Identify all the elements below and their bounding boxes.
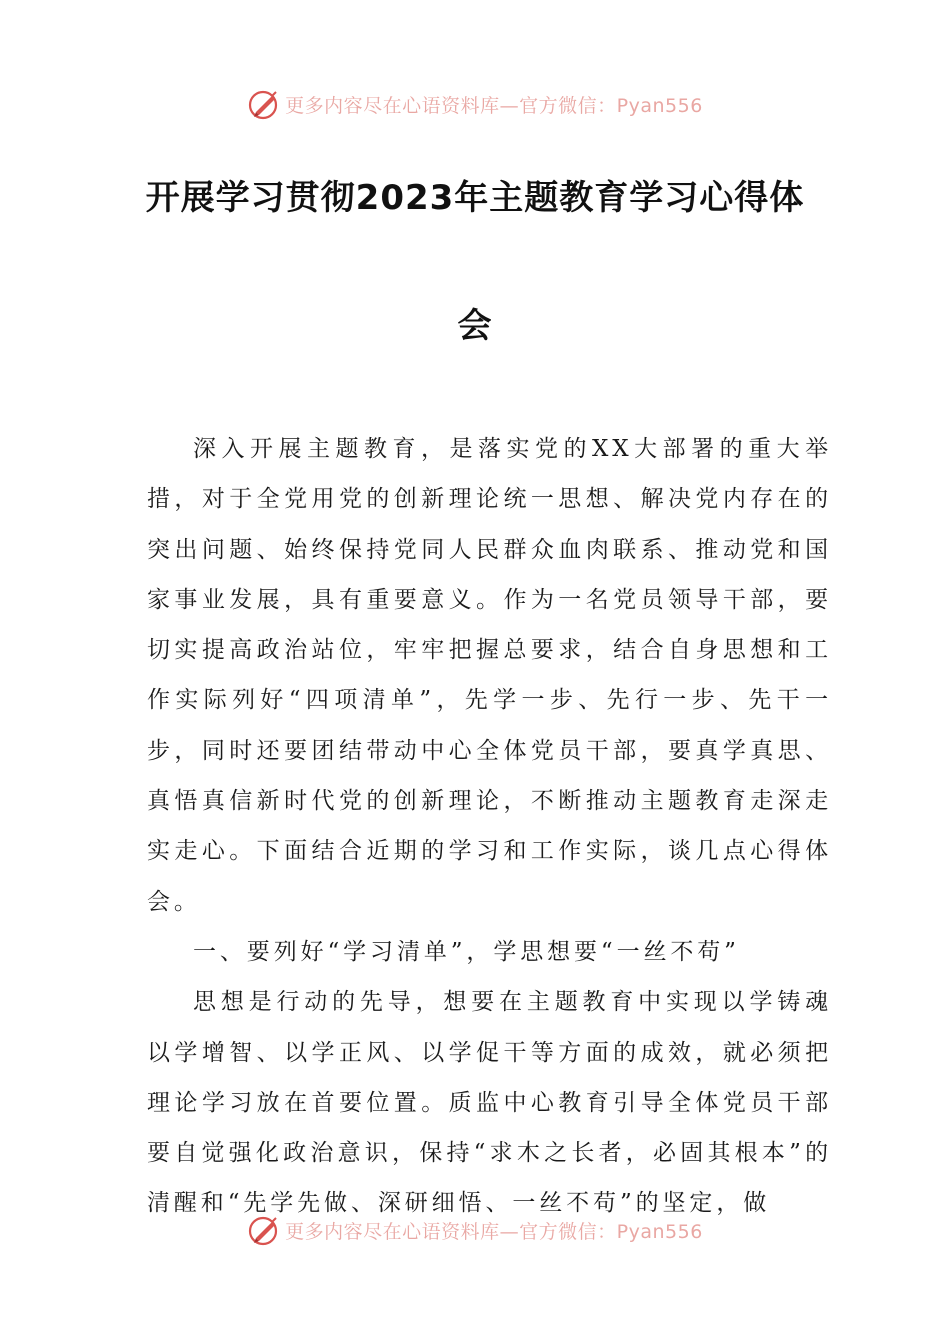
wechat-id: Pyan556 (616, 94, 703, 117)
wechat-id: Pyan556 (616, 1220, 703, 1243)
document-title-line2: 会 (457, 306, 493, 346)
watermark-text: 更多内容尽在心语资料库—官方微信：Pyan556 (285, 94, 703, 117)
pen-logo-icon (247, 87, 281, 121)
section-paragraph: 思想是行动的先导，想要在主题教育中实现以学铸魂以学增智、以学正风、以学促干等方面的成效，就必须把理论学习放在首要位置。质监中心教育引导全体党员干部要自觉强化政治意识，保持“求木之长者，必固其根本”的清醒和“先学先做、深研细悟、一丝不苟”的坚定，做 (147, 989, 832, 1217)
document-body (147, 424, 832, 1229)
section-heading: 一、要列好“学习清单”，学思想要“一丝不苟” (193, 938, 740, 965)
watermark-footer (0, 1210, 950, 1250)
intro-paragraph: 深入开展主题教育，是落实党的XX大部署的重大举措，对于全党用党的创新理论统一思想、解决党内存在的突出问题、始终保持党同人民群众血肉联系、推动党和国家事业发展，具有重要意义。作为一名党员领导干部，要切实提高政治站位，牢牢把握总要求，结合自身思想和工作实际列好“四项清单”，先学一步、先行一步、先干一步，同时还要团结带动中心全体党员干部，要真学真思、真悟真信新时代党的创新理论，不断推动主题教育走深走实走心。下面结合近期的学习和工作实际，谈几点心得体会。 (147, 436, 832, 915)
pen-logo-icon (247, 1213, 281, 1247)
watermark-header (0, 84, 950, 124)
watermark-text: 更多内容尽在心语资料库—官方微信：Pyan556 (285, 1220, 703, 1243)
document-title-line1: 开展学习贯彻2023年主题教育学习心得体 (145, 178, 805, 218)
